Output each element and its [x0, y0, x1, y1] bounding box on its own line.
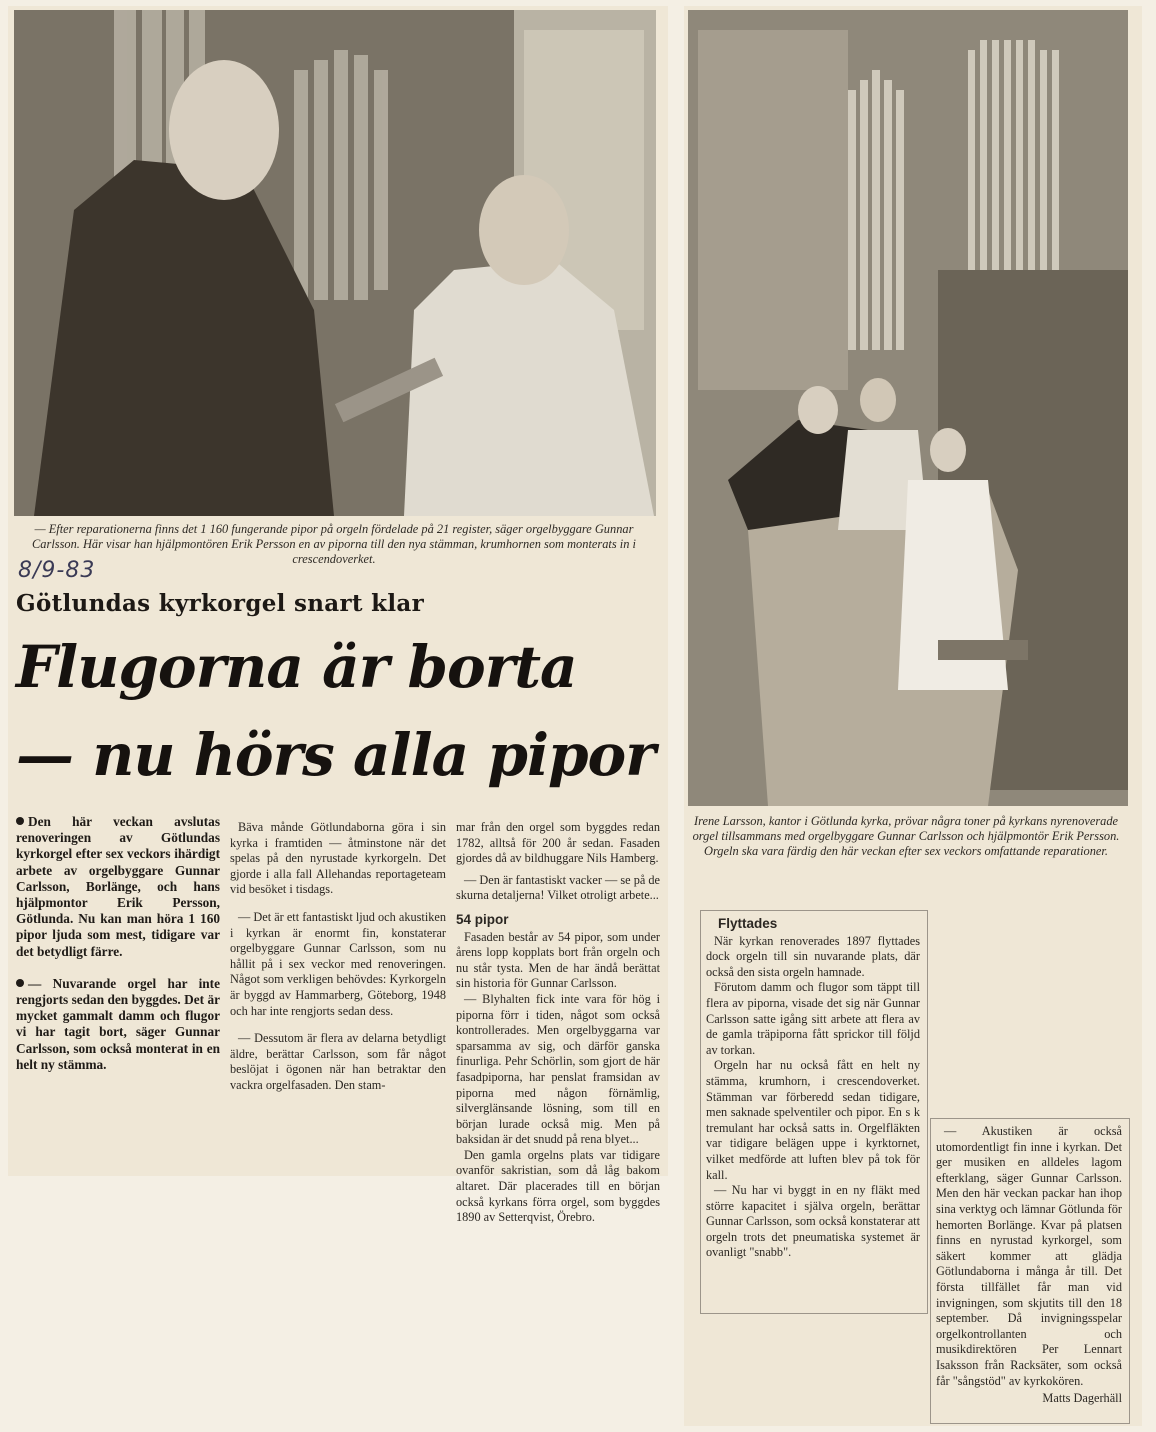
col3-paragraph-3: Fasaden består av 54 pipor, som under årens lopp kopplats bort från orgeln och nu står tysta. Men de har ändå berättat sin historia för Gunnar Carlsson. — [456, 929, 660, 991]
col4-subhead: Flyttades — [718, 916, 778, 931]
headline-line2: — nu hörs alla pipor — [16, 721, 655, 789]
photo2-caption: Irene Larsson, kantor i Götlunda kyrka, prövar några toner på kyrkans nyrenoverade orgel tillsammans med orgelbyggare Gunnar Carlsson och hjälpmontör Erik Persson. Orgeln ska vara färdig den här veckan efter sex veckors omfattande reparationer. — [692, 814, 1120, 858]
col2-paragraph-1: Bäva månde Götlundaborna göra i sin kyrka i framtiden — åtminstone när det spelas på den nyrustade kyrkorgeln. Det gjorde i alla fall Allehandas reportageteam vid besöket i tisdags. — [230, 820, 446, 897]
col4-paragraph-4: — Nu har vi byggt in en ny fläkt med större kapacitet i själva orgeln, berättar Gunnar Carlsson, som också konstaterar att orgeln trots det pneumatiska systemet är ovanligt "snabb". — [706, 1183, 920, 1260]
article-kicker: Götlundas kyrkorgel snart klar — [16, 590, 425, 617]
bullet-icon — [16, 979, 24, 987]
photo-organ-builders — [14, 10, 656, 516]
lead-column — [16, 814, 220, 1089]
body-column-2 — [230, 820, 446, 1094]
handwritten-date: 8/9-83 — [18, 558, 96, 583]
col3-paragraph-2: — Den är fantastiskt vacker — se på de skurna detaljerna! Vilket otroligt arbete... — [456, 872, 660, 903]
col3-paragraph-5: Den gamla orgelns plats var tidigare ovanför sakristian, som då låg bakom altaret. Där placerades till en början också kyrkans förra orgel, som byggdes 1890 av Setterqvist, Örebro. — [456, 1147, 660, 1225]
col4-paragraph-1: När kyrkan renoverades 1897 flyttades dock orgeln till sin nuvarande plats, där också den sista orgeln hamnade. — [706, 933, 920, 979]
col5-paragraph-1: — Akustiken är också utomordentligt fin inne i kyrkan. Det ger musiken en alldeles lagom efterklang, säger Gunnar Carlsson. Men den här veckan packar han ihop sina verktyg och lämnar Götlunda för hemorten Borlänge. Kvar på platsen finns en nyrustad kyrkorgel, som säkert kommer att glädja Götlundaborna i många år till. Det första tillfället får man vid invigningen, som skjutits till den 18 september. Då invigningsspelar orgelkontrollanten och musikdirektören Per Lennart Isaksson från Racksäter, som också får "sångstöd" av kyrkokören. — [936, 1124, 1122, 1388]
lead-paragraph-2: — Nuvarande orgel har inte rengjorts sedan den byggdes. Det är mycket gammalt damm och flugor vi har tagit bort, säger Gunnar Carlsson, som också monterat in en helt ny stämma. — [16, 975, 220, 1072]
photo-organ-players — [688, 10, 1128, 806]
col3-paragraph-4: — Blyhalten fick inte vara för hög i piporna förr i tiden, något som också kontrollerades. Men orgelbyggarna var sparsamma av sig, och därför ganska finurliga. Pehr Schörlin, som gjort de här fasadpiporna, har penslat framsidan av piporna med någon förnämlig, silverglänsande lösning, som till en början lurade också mig. Men på baksidan är det snudd på rena blyet... — [456, 991, 660, 1147]
col3-subhead: 54 pipor — [456, 911, 509, 927]
col4-paragraph-3: Orgeln har nu också fått en helt ny stämma, krumhorn, i crescendoverket. Stämman var förberedd sedan tidigare, men saknade spelventiler och pipor. En s k tremulant har också satts in. Orgelfläkten var tidigare belägen uppe i kyrktornet, vilket medförde att luften blev på tok för kall. — [706, 1058, 920, 1182]
byline: Matts Dagerhäll — [1042, 1391, 1122, 1406]
col4-paragraph-2: Förutom damm och flugor som täppt till flera av piporna, visade det sig när Gunnar Carlsson satte igång sitt arbete att flera av de gamla träpiporna fått sprickor till följd av torkan. — [706, 980, 920, 1057]
headline-line1: Flugorna är borta — [16, 633, 577, 701]
photo1-caption: — Efter reparationerna finns det 1 160 fungerande pipor på orgeln fördelade på 21 register, säger orgelbyggare Gunnar Carlsson. Här visar han hjälpmontören Erik Persson en av piporna till den nya stämman, krumhornen som monterats in i crescendoverket. — [32, 522, 636, 566]
lead-paragraph-1: Den här veckan avslutas renoveringen av Götlundas kyrkorgel efter sex veckors ihärdigt arbete av orgelbyggare Gunnar Carlsson, Borlänge, och hans hjälpmontor Erik Persson, Götlunda. Nu kan man höra 1 160 pipor ljuda som mest, tidigare var det betydligt färre. — [16, 814, 220, 959]
body-column-3 — [456, 820, 660, 1226]
col2-paragraph-2: — Det är ett fantastiskt ljud och akustiken i kyrkan är enormt fin, konstaterar orgelbyggare Gunnar Carlsson, som nu hållit på i sex veckor med renoveringen. Något som verkligen behövdes: Kyrkorgeln är byggd av Hammarberg, Göteborg, 1948 och har inte rengjorts sedan dess. — [230, 909, 446, 1018]
body-column-4 — [706, 914, 920, 1261]
body-column-5 — [936, 1124, 1122, 1407]
bullet-icon — [16, 817, 24, 825]
col3-paragraph-1: mar från den orgel som byggdes redan 1782, alltså för 200 år sedan. Fasaden gjordes då av bildhuggare Nils Hamberg. — [456, 820, 660, 866]
col2-paragraph-3: — Dessutom är flera av delarna betydligt äldre, berättar Carlsson, som får något beslöjat i ögonen när han betraktar den vackra orgelfasaden. Den stam- — [230, 1031, 446, 1092]
